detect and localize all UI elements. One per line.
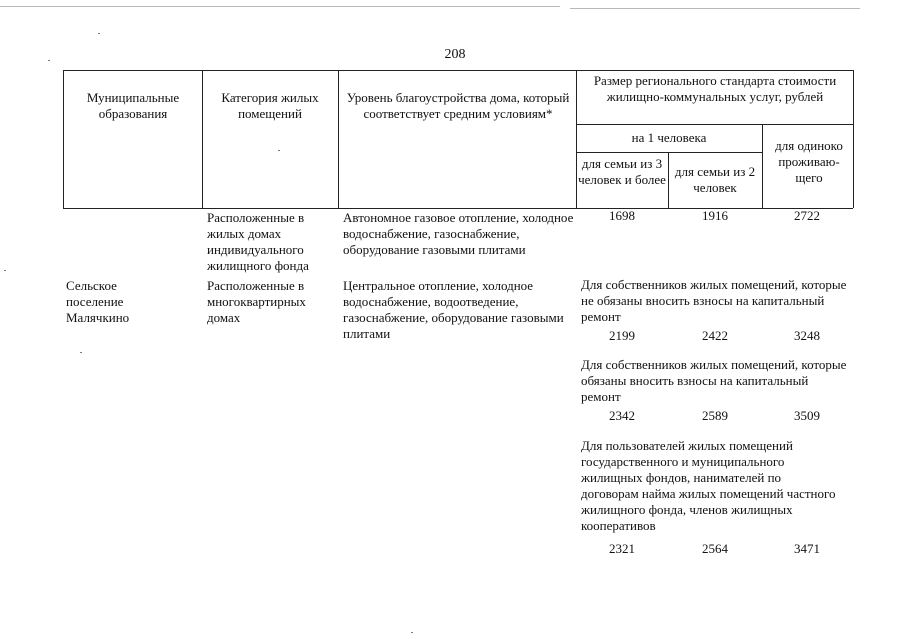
group2-value-family2: 2589 [702, 408, 728, 423]
scan-speck [278, 150, 280, 151]
scan-speck [4, 270, 6, 271]
col-divider-1 [202, 70, 203, 208]
group3-value-family2: 2564 [702, 541, 728, 556]
scan-speck [80, 352, 82, 353]
group1-value-family2: 2422 [702, 328, 728, 343]
scan-edge-line-right [570, 8, 860, 9]
table-border-right [853, 70, 854, 208]
header-size-title: Размер регионального стандарта стоимости жилищно-коммунальных услуг, рублей [593, 73, 837, 104]
row1-value-single: 2722 [794, 208, 820, 223]
page-number: 208 [444, 47, 466, 62]
group3-value-single: 3471 [794, 541, 820, 556]
scan-speck [48, 60, 50, 61]
header-family2: для семьи из 2 человек [674, 164, 756, 195]
header-per-person: на 1 человека [631, 130, 707, 145]
header-level: Уровень благоустройства дома, который соответствует средним условиям* [346, 90, 570, 121]
scan-speck [98, 33, 100, 34]
header-family3: для семьи из 3 человек и более [578, 156, 666, 187]
group2-value-family3: 2342 [609, 408, 635, 423]
scan-edge-line [0, 6, 560, 7]
group2-label: Для собственников жилых помещений, которые обязаны вносить взносы на капитальный ремонт [581, 357, 847, 404]
row1-value-family2: 1916 [702, 208, 728, 223]
header-category: Категория жилых помещений [221, 90, 319, 121]
table-border-top [63, 70, 853, 71]
row2-level: Центральное отопление, холодное водоснабжение, водоотведение, газоснабжение, оборудование газовыми плитами [343, 278, 564, 341]
group1-label: Для собственников жилых помещений, которые не обязаны вносить взносы на капитальный ремонт [581, 277, 847, 324]
row1-category: Расположенные в жилых домах индивидуального жилищного фонда [207, 210, 309, 273]
per-person-divider [576, 124, 853, 125]
row1-value-family3: 1698 [609, 208, 635, 223]
row2-category: Расположенные в многоквартирных домах [207, 278, 306, 325]
group1-value-single: 3248 [794, 328, 820, 343]
header-municipality: Муниципальные образования [86, 90, 180, 121]
header-single: для одиноко проживаю-щего [775, 138, 843, 185]
table-border-left [63, 70, 64, 208]
col-divider-4 [668, 152, 669, 208]
col-divider-2 [338, 70, 339, 208]
municipality-name: Сельское поселение Малячкино [66, 278, 130, 325]
group3-label: Для пользователей жилых помещений государственного и муниципального жилищных фондов, нанимателей по договорам найма жилых помещений частного жилищного фонда, членов жилищных кооперативов [581, 438, 836, 533]
scan-speck [411, 632, 413, 633]
col-divider-3 [576, 70, 577, 208]
group2-value-single: 3509 [794, 408, 820, 423]
group1-value-family3: 2199 [609, 328, 635, 343]
group3-value-family3: 2321 [609, 541, 635, 556]
family-divider [576, 152, 762, 153]
row1-level: Автономное газовое отопление, холодное водоснабжение, газоснабжение, оборудование газовыми плитами [343, 210, 574, 257]
col-divider-5 [762, 124, 763, 208]
